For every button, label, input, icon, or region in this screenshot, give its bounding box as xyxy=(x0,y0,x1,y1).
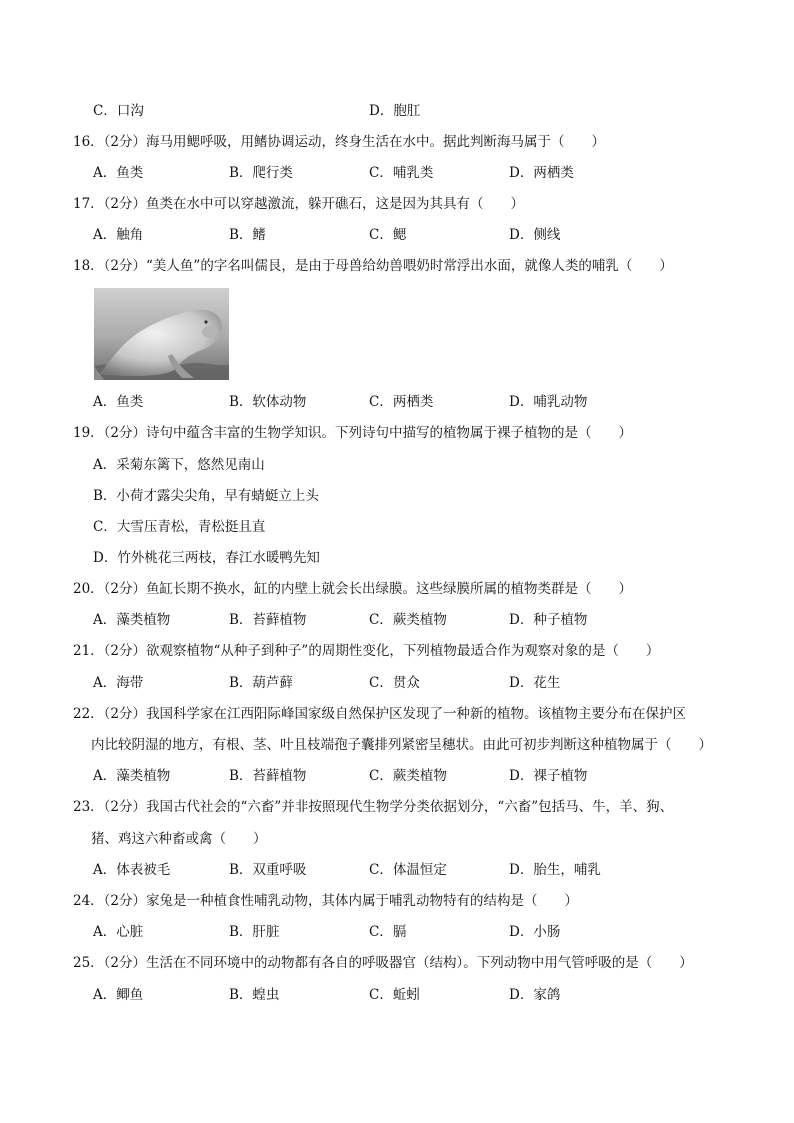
q21-stem: 21．（2分）欲观察植物“从种子到种子”的周期性变化，下列植物最适合作为观察对象的是（ ） xyxy=(73,643,660,659)
dugong-illustration xyxy=(94,288,229,380)
q17-stem: 17．（2分）鱼类在水中可以穿越激流，躲开礁石，这是因为其具有（ ） xyxy=(73,196,525,212)
q18-option-a[interactable]: A．鱼类 xyxy=(93,394,144,410)
q23-option-d[interactable]: D．胎生，哺乳 xyxy=(509,862,601,878)
q16-stem: 16．（2分）海马用鳃呼吸，用鳍协调运动，终身生活在水中。据此判断海马属于（ ） xyxy=(73,134,606,150)
q23-stem-line1: 23．（2分）我国古代社会的“六畜”并非按照现代生物学分类依据划分，“六畜”包括马、牛，羊、狗、 xyxy=(73,799,674,815)
q16-option-b[interactable]: B．爬行类 xyxy=(229,165,293,181)
q23-option-b[interactable]: B．双重呼吸 xyxy=(229,862,307,878)
q17-option-d[interactable]: D．侧线 xyxy=(509,227,561,243)
q22-stem-line1: 22．（2分）我国科学家在江西阳际峰国家级自然保护区发现了一种新的植物。该植物主要分布在保护区 xyxy=(73,706,687,722)
dugong-photo xyxy=(94,288,229,380)
q20-option-b[interactable]: B．苔藓植物 xyxy=(229,612,307,628)
q15-option-c[interactable]: C．口沟 xyxy=(93,103,144,119)
q20-option-a[interactable]: A．藻类植物 xyxy=(93,612,171,628)
q16-option-d[interactable]: D．两栖类 xyxy=(509,165,574,181)
q16-option-c[interactable]: C．哺乳类 xyxy=(369,165,434,181)
q19-stem: 19．（2分）诗句中蕴含丰富的生物学知识。下列诗句中描写的植物属于裸子植物的是（ ） xyxy=(73,425,633,441)
q19-option-b[interactable]: B．小荷才露尖尖角，早有蜻蜓立上头 xyxy=(93,488,319,504)
q24-option-a[interactable]: A．心脏 xyxy=(93,924,144,940)
q25-option-a[interactable]: A．鲫鱼 xyxy=(93,987,144,1003)
q23-stem-line2: 猪、鸡这六种畜或禽（ ） xyxy=(91,831,267,847)
q23-option-c[interactable]: C．体温恒定 xyxy=(369,862,447,878)
q22-option-c[interactable]: C．蕨类植物 xyxy=(369,768,447,784)
q19-option-c[interactable]: C．大雪压青松，青松挺且直 xyxy=(93,519,266,535)
q24-option-d[interactable]: D．小肠 xyxy=(509,924,561,940)
q17-option-c[interactable]: C．鳃 xyxy=(369,227,407,243)
q25-option-c[interactable]: C．蚯蚓 xyxy=(369,987,420,1003)
q21-option-c[interactable]: C．贯众 xyxy=(369,675,420,691)
q22-option-b[interactable]: B．苔藓植物 xyxy=(229,768,307,784)
q23-option-a[interactable]: A．体表被毛 xyxy=(93,862,171,878)
q17-option-b[interactable]: B．鳍 xyxy=(229,227,266,243)
q22-option-d[interactable]: D．裸子植物 xyxy=(509,768,588,784)
q19-option-a[interactable]: A．采菊东篱下，悠然见南山 xyxy=(93,457,265,473)
q18-option-c[interactable]: C．两栖类 xyxy=(369,394,434,410)
q18-stem: 18．（2分）“美人鱼”的字名叫儒艮，是由于母兽给幼兽喂奶时常浮出水面，就像人类的哺乳（ ） xyxy=(73,258,673,274)
q24-option-c[interactable]: C．膈 xyxy=(369,924,407,940)
q15-option-d[interactable]: D．胞肛 xyxy=(369,103,421,119)
q21-option-b[interactable]: B．葫芦藓 xyxy=(229,675,293,691)
q18-option-d[interactable]: D．哺乳动物 xyxy=(509,394,588,410)
q25-stem: 25．（2分）生活在不同环境中的动物都有各自的呼吸器官（结构）。下列动物中用气管呼吸的是（ ） xyxy=(73,955,693,971)
q22-stem-line2: 内比较阴湿的地方，有根、茎、叶且枝端孢子囊排列紧密呈穗状。由此可初步判断这种植物属于（ ） xyxy=(91,737,712,753)
q20-option-c[interactable]: C．蕨类植物 xyxy=(369,612,447,628)
q19-option-d[interactable]: D．竹外桃花三两枝，春江水暖鸭先知 xyxy=(93,550,320,566)
q25-option-d[interactable]: D．家鸽 xyxy=(509,987,561,1003)
q18-option-b[interactable]: B．软体动物 xyxy=(229,394,307,410)
q17-option-a[interactable]: A．触角 xyxy=(93,227,144,243)
q21-option-a[interactable]: A．海带 xyxy=(93,675,144,691)
q16-option-a[interactable]: A．鱼类 xyxy=(93,165,144,181)
q21-option-d[interactable]: D．花生 xyxy=(509,675,561,691)
q24-option-b[interactable]: B．肝脏 xyxy=(229,924,280,940)
q20-option-d[interactable]: D．种子植物 xyxy=(509,612,588,628)
q22-option-a[interactable]: A．藻类植物 xyxy=(93,768,171,784)
q25-option-b[interactable]: B．蝗虫 xyxy=(229,987,280,1003)
q20-stem: 20．（2分）鱼缸长期不换水，缸的内壁上就会长出绿膜。这些绿膜所属的植物类群是（ ） xyxy=(73,581,633,597)
q24-stem: 24．（2分）家兔是一种植食性哺乳动物，其体内属于哺乳动物特有的结构是（ ） xyxy=(73,893,579,909)
